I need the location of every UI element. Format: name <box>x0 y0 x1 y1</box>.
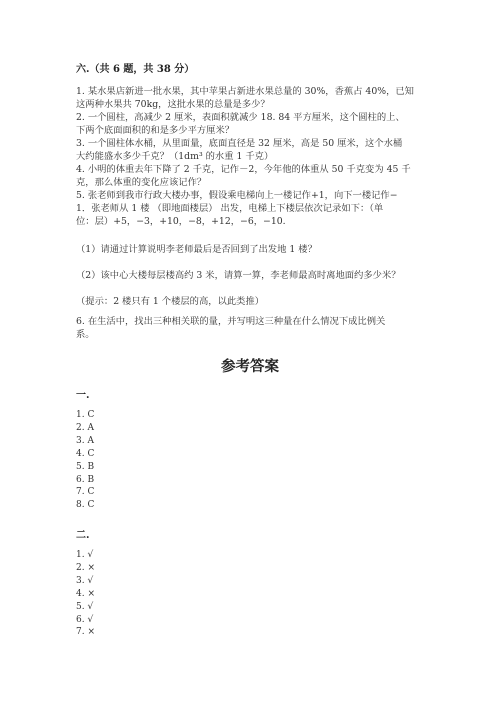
question-4 <box>76 164 428 190</box>
list-item: 3. A <box>76 435 94 446</box>
list-item: 6. √ <box>76 614 94 625</box>
answers-part1-list <box>76 409 94 512</box>
question-1 <box>76 86 428 112</box>
list-item: 5. B <box>76 461 95 472</box>
question-6 <box>76 316 428 342</box>
question-line: 大约能盛水多少千克？（1dm³ 的水重 1 千克） <box>76 150 274 162</box>
hint-text: （提示：2 楼只有 1 个楼层的高，以此类推） <box>76 296 265 307</box>
list-item: 5. √ <box>76 601 94 612</box>
list-item: 1. C <box>76 410 95 420</box>
list-item: 3. √ <box>76 575 94 586</box>
list-item: 7. × <box>76 627 95 638</box>
subquestion-1: （1）请通过计算说明李老师最后是否回到了出发地 1 楼？ <box>76 244 317 255</box>
question-line: 5. 张老师到我市行政大楼办事，假设乘电梯向上一楼记作+1，向下一楼记作− <box>76 190 398 201</box>
answers-part2-title: 二. <box>76 530 90 541</box>
question-line: 系。 <box>76 328 95 340</box>
question-line: 6. 在生活中，找出三种相关联的量，并写明这三种量在什么情况下成比例关 <box>76 316 386 327</box>
question-line: 克，那么体重的变化应该记作？ <box>76 176 207 188</box>
list-item: 6. B <box>76 474 95 485</box>
question-3 <box>76 138 428 164</box>
section-title: 六.（共 6 题，共 38 分） <box>76 64 195 75</box>
list-item: 7. C <box>76 487 95 498</box>
question-line: 4. 小明的体重去年下降了 2 千克，记作－2，今年他的体重从 50 千克变为 45 千 <box>76 164 411 175</box>
answers-part2-list <box>76 549 95 639</box>
subquestion-2: （2）该中心大楼每层楼高约 3 米，请算一算，李老师最高时离地面约多少米？ <box>76 270 401 281</box>
question-line: 3. 一个圆柱体水桶，从里面量，底面直径是 32 厘米，高是 50 厘米，这个水桶 <box>76 138 403 149</box>
list-item: 1. √ <box>76 550 94 560</box>
question-line: 2. 一个圆柱，高减少 2 厘米，表面积就减少 18. 84 平方厘米，这个圆柱的上、 <box>76 112 405 123</box>
list-item: 4. C <box>76 448 95 459</box>
question-line: 这两种水果共 70kg，这批水果的总量是多少？ <box>76 98 270 110</box>
answers-title: 参考答案 <box>221 358 279 375</box>
question-line: 1．张老师从 1 楼 （即地面楼层） 出发，电梯上下楼层依次记录如下：（单 <box>76 202 384 214</box>
list-item: 4. × <box>76 588 95 599</box>
answers-part1-title: 一. <box>76 390 90 401</box>
question-2 <box>76 112 428 138</box>
question-line: 下两个底面面积的和是多少平方厘米？ <box>76 124 235 136</box>
list-item: 8. C <box>76 500 95 511</box>
list-item: 2. A <box>76 422 94 433</box>
question-5 <box>76 190 428 228</box>
question-line: 位：层）+5，−3，+10，−8，+12，−6，−10. <box>76 215 286 227</box>
list-item: 2. × <box>76 562 95 573</box>
question-line: 1. 某水果店新进一批水果，其中苹果占新进水果总量的 30%，香蕉占 40%，已知 <box>76 86 414 97</box>
